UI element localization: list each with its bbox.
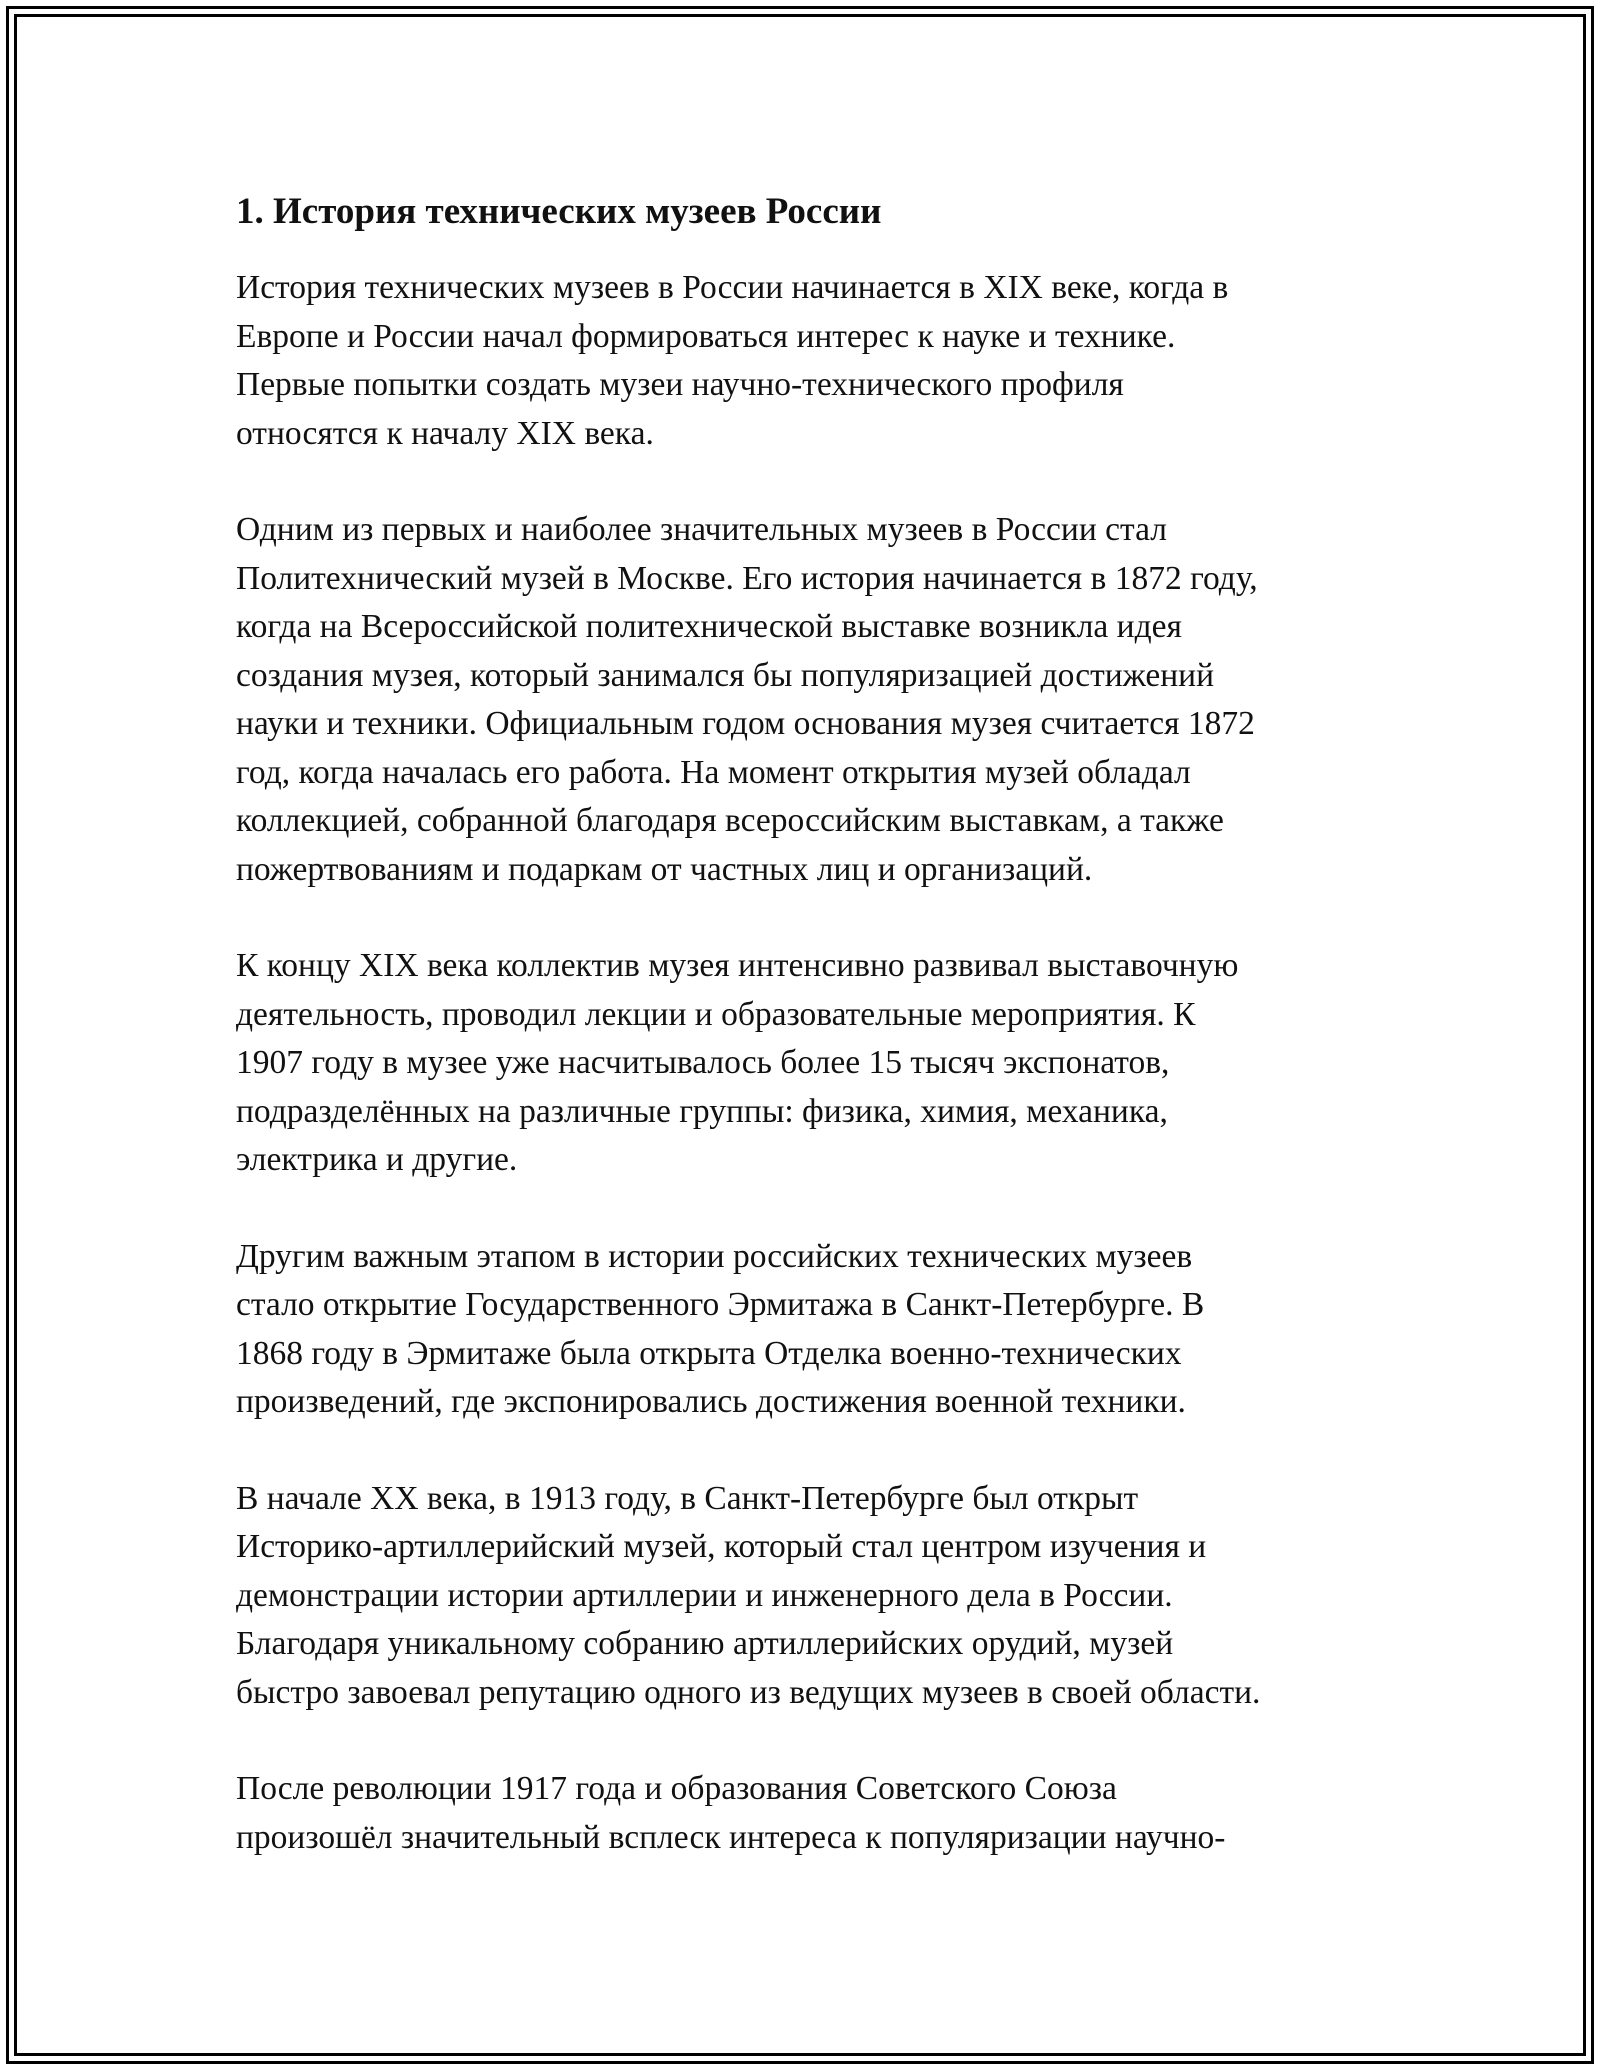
text-line: коллекцией, собранной благодаря всероссийским выставкам, а также xyxy=(236,802,1224,839)
text-line: Европе и России начал формироваться интерес к науке и технике. xyxy=(236,317,1176,355)
text-line: Одним из первых и наиболее значительных музеев в России стал xyxy=(236,511,1167,548)
section-heading: 1. История технических музеев России xyxy=(236,191,882,232)
text-line: относятся к началу XIX века. xyxy=(236,414,654,452)
paragraph-4 xyxy=(236,1233,1386,1427)
text-line: После революции 1917 года и образования Советского Союза xyxy=(236,1770,1117,1807)
text-line: История технических музеев в России начинается в XIX веке, когда в xyxy=(236,269,1229,306)
text-line: деятельность, проводил лекции и образовательные мероприятия. К xyxy=(236,995,1196,1033)
paragraph-2 xyxy=(236,506,1386,894)
text-line: быстро завоевал репутацию одного из ведущих музеев в своей области. xyxy=(236,1673,1261,1711)
text-line: Политехнический музей в Москве. Его история начинается в 1872 году, xyxy=(236,559,1258,597)
text-line: науки и техники. Официальным годом основания музея считается 1872 xyxy=(236,705,1255,742)
text-line: демонстрации истории артиллерии и инженерного дела в России. xyxy=(236,1576,1173,1614)
text-line: произошёл значительный всплеск интереса к популяризации научно- xyxy=(236,1818,1226,1856)
text-line: год, когда началась его работа. На момент открытия музей обладал xyxy=(236,753,1191,791)
text-line: Первые попытки создать музеи научно-технического профиля xyxy=(236,366,1124,403)
paragraph-3 xyxy=(236,942,1386,1185)
paragraph-1 xyxy=(236,264,1386,458)
text-line: произведений, где экспонировались достижения военной техники. xyxy=(236,1383,1186,1420)
text-line: стало открытие Государственного Эрмитажа в Санкт-Петербурге. В xyxy=(236,1286,1205,1323)
text-line: 1868 году в Эрмитаже была открыта Отделка военно-технических xyxy=(236,1334,1182,1372)
paragraph-5 xyxy=(236,1475,1386,1718)
text-line: Другим важным этапом в истории российских технических музеев xyxy=(236,1237,1193,1275)
text-line: когда на Всероссийской политехнической выставке возникла идея xyxy=(236,608,1182,645)
text-line: В начале XX века, в 1913 году, в Санкт-Петербурге был открыт xyxy=(236,1479,1139,1517)
paragraph-6 xyxy=(236,1765,1386,1862)
text-line: Благодаря уникальному собранию артиллерийских орудий, музей xyxy=(236,1625,1174,1662)
text-line: Историко-артиллерийский музей, который стал центром изучения и xyxy=(236,1528,1207,1565)
text-line: создания музея, который занимался бы популяризацией достижений xyxy=(236,656,1215,694)
document-page xyxy=(236,186,1386,1910)
text-line: электрика и другие. xyxy=(236,1141,518,1178)
text-line: подразделённых на различные группы: физика, химия, механика, xyxy=(236,1092,1168,1130)
text-line: К концу XIX века коллектив музея интенсивно развивал выставочную xyxy=(236,947,1239,984)
text-line: 1907 году в музее уже насчитывалось более 15 тысяч экспонатов, xyxy=(236,1044,1170,1081)
text-line: пожертвованиям и подаркам от частных лиц и организаций. xyxy=(236,850,1093,888)
